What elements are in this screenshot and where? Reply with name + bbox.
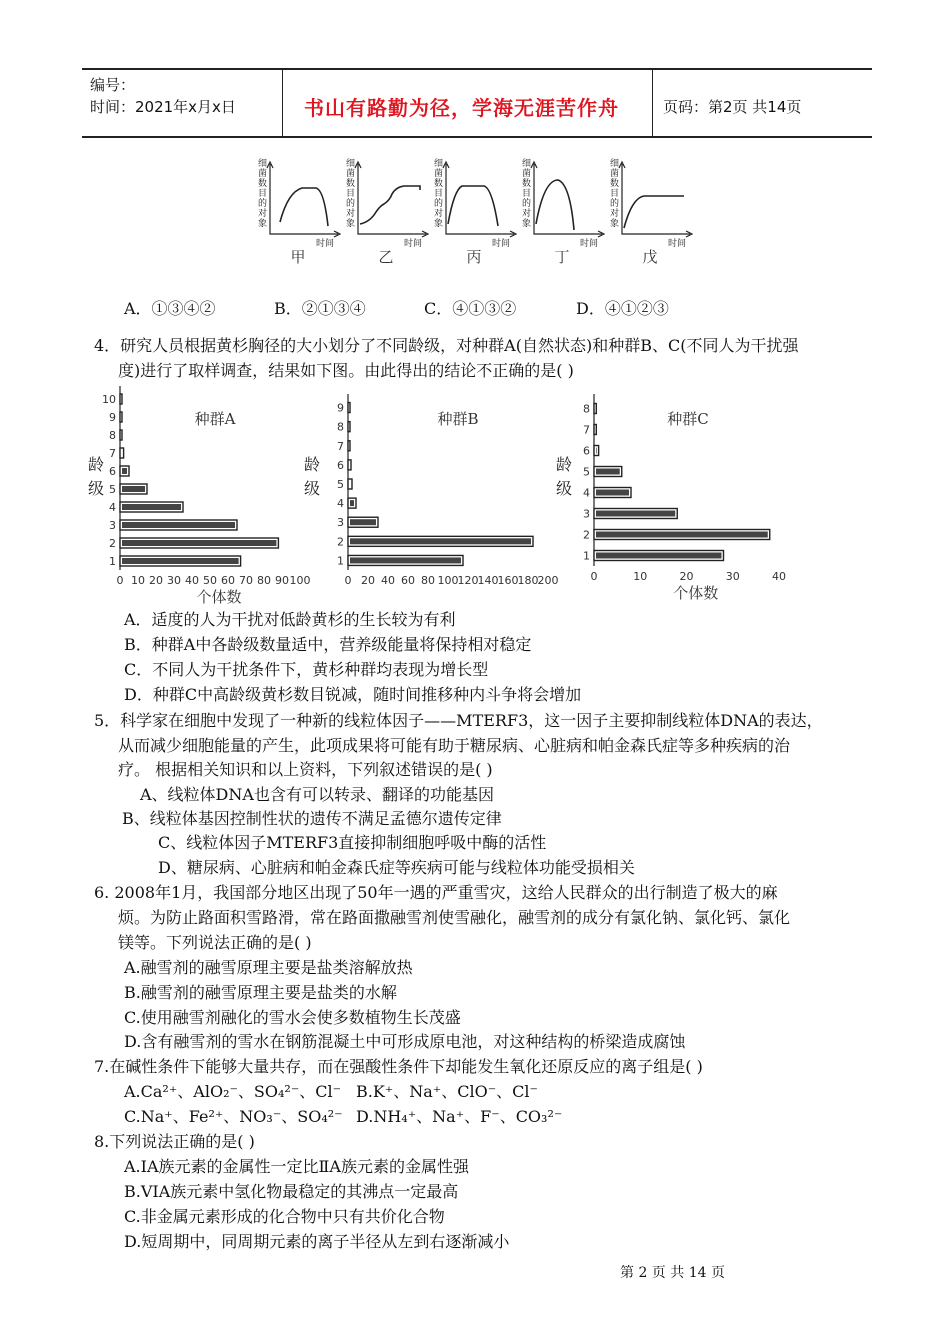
growth-curves-figure bbox=[250, 150, 730, 270]
growth-curve-panel bbox=[434, 158, 516, 266]
curve-ylabel-char: 菌 bbox=[346, 169, 356, 179]
q4-option-c: C．不同人为干扰条件下，黄杉种群均表现为增长型 bbox=[124, 660, 489, 679]
x-tick-label: 120 bbox=[457, 574, 479, 587]
category-label: 9 bbox=[109, 411, 116, 424]
chart-ylabel: 级 bbox=[556, 479, 573, 498]
chart-title: 种群A bbox=[194, 410, 236, 428]
bar bbox=[594, 425, 596, 435]
x-tick-label: 50 bbox=[203, 574, 217, 587]
category-label: 1 bbox=[337, 554, 344, 568]
category-label: 7 bbox=[583, 423, 590, 437]
q4-option-a: A．适度的人为干扰对低龄黄杉的生长较为有利 bbox=[124, 610, 456, 629]
q5-stem-line2: 从而减少细胞能量的产生，此项成果将可能有助于糖尿病、心脏病和帕金森氏症等多种疾病的治 bbox=[118, 736, 791, 755]
chart-ylabel: 龄 bbox=[304, 455, 321, 474]
curve-ylabel-char: 对 bbox=[258, 209, 268, 219]
curve-xlabel: 时间 bbox=[492, 239, 511, 249]
x-tick-label: 200 bbox=[537, 574, 559, 587]
category-label: 7 bbox=[109, 447, 116, 460]
curve-ylabel-char: 菌 bbox=[434, 169, 444, 179]
curve-ylabel-char: 细 bbox=[258, 159, 268, 169]
q7-option-b: B.K⁺、Na⁺、ClO⁻、Cl⁻ bbox=[356, 1082, 538, 1101]
q4-option-d: D．种群C中高龄级黄杉数目锐减，随时间推移种内斗争将会增加 bbox=[124, 685, 582, 704]
growth-curve bbox=[360, 186, 420, 224]
curve-ylabel-char: 菌 bbox=[610, 169, 620, 179]
chart-title: 种群B bbox=[437, 410, 479, 428]
bar bbox=[120, 430, 122, 440]
q6-option-b: B.融雪剂的融雪原理主要是盐类的水解 bbox=[124, 983, 397, 1002]
curve-panel-label: 乙 bbox=[378, 248, 394, 266]
q8-option-a: A.ⅠA族元素的金属性一定比ⅡA族元素的金属性强 bbox=[124, 1157, 469, 1176]
curve-ylabel-char: 的 bbox=[610, 199, 620, 209]
x-tick-label: 60 bbox=[401, 574, 415, 587]
curve-ylabel-char: 细 bbox=[522, 159, 532, 169]
bar-fill bbox=[596, 511, 675, 517]
category-label: 2 bbox=[583, 528, 590, 542]
curve-ylabel-char: 的 bbox=[258, 199, 268, 209]
category-label: 4 bbox=[337, 497, 344, 511]
q3-option-c: C．④①③② bbox=[424, 299, 517, 318]
x-tick-label: 0 bbox=[344, 574, 352, 587]
x-tick-label: 30 bbox=[725, 570, 740, 583]
age-chart-1 bbox=[304, 394, 559, 587]
page-footer: 第 2 页 共 14 页 bbox=[620, 1265, 725, 1281]
category-label: 2 bbox=[109, 537, 116, 550]
x-tick-label: 0 bbox=[590, 570, 598, 583]
curve-panel-label: 丙 bbox=[466, 248, 482, 266]
growth-curve-panel bbox=[346, 158, 428, 266]
bar-fill bbox=[596, 448, 597, 454]
q6-option-a: A.融雪剂的融雪原理主要是盐类溶解放热 bbox=[124, 958, 413, 977]
curve-axes bbox=[358, 164, 426, 234]
x-tick-label: 60 bbox=[221, 574, 235, 587]
q8-stem: 8.下列说法正确的是( ) bbox=[94, 1132, 255, 1151]
x-tick-label: 20 bbox=[679, 570, 694, 583]
x-tick-label: 20 bbox=[361, 574, 375, 587]
curve-ylabel-char: 细 bbox=[346, 159, 356, 169]
q5-stem-line3: 疗。 根据相关知识和以上资料，下列叙述错误的是( ) bbox=[118, 760, 493, 779]
bar-fill bbox=[350, 519, 376, 525]
category-label: 9 bbox=[337, 401, 344, 415]
q4-stem-line1: 4．研究人员根据黄杉胸径的大小划分了不同龄级，对种群A(自然状态)和种群B、C(不同人为干扰强 bbox=[94, 336, 799, 355]
curve-xlabel: 时间 bbox=[404, 239, 423, 249]
curve-ylabel-char: 细 bbox=[610, 159, 620, 169]
q5-option-d: D、糖尿病、心脏病和帕金森氏症等疾病可能与线粒体功能受损相关 bbox=[158, 858, 635, 877]
q8-option-d: D.短周期中，同周期元素的离子半径从左到右逐渐减小 bbox=[124, 1232, 510, 1251]
serial-label: 编号： bbox=[90, 76, 136, 94]
bar bbox=[348, 441, 350, 451]
chart-xlabel: 个体数 bbox=[673, 584, 719, 602]
x-tick-label: 90 bbox=[275, 574, 289, 587]
bar-fill bbox=[596, 532, 768, 538]
bar-fill bbox=[122, 504, 181, 510]
bar bbox=[348, 422, 350, 432]
growth-curve-panel bbox=[610, 158, 692, 266]
age-chart-0 bbox=[88, 386, 311, 606]
category-label: 5 bbox=[109, 483, 116, 496]
bar-fill bbox=[350, 500, 354, 506]
page-label: 页码：第2页 共14页 bbox=[663, 98, 802, 116]
category-label: 3 bbox=[109, 519, 116, 532]
curve-ylabel-char: 象 bbox=[610, 219, 620, 229]
curve-ylabel-char: 目 bbox=[258, 189, 268, 199]
curve-ylabel-char: 对 bbox=[434, 209, 444, 219]
x-tick-label: 160 bbox=[497, 574, 519, 587]
category-label: 6 bbox=[109, 465, 116, 478]
category-label: 5 bbox=[337, 478, 344, 491]
curve-panel-label: 戊 bbox=[642, 248, 658, 266]
bar-fill bbox=[122, 558, 239, 564]
q6-stem-line1: 6. 2008年1月，我国部分地区出现了50年一遇的严重雪灾，这给人民群众的出行制造了极大的麻 bbox=[94, 883, 778, 902]
curve-ylabel-char: 菌 bbox=[258, 169, 268, 179]
chart-ylabel: 龄 bbox=[88, 455, 105, 474]
chart-ylabel: 级 bbox=[304, 479, 321, 498]
category-label: 6 bbox=[337, 458, 344, 472]
header-motto-cell bbox=[282, 70, 653, 136]
x-tick-label: 70 bbox=[239, 574, 253, 587]
bar bbox=[594, 404, 596, 414]
curve-xlabel: 时间 bbox=[668, 239, 687, 249]
bar-fill bbox=[596, 469, 620, 475]
curve-ylabel-char: 对 bbox=[610, 209, 620, 219]
curve-ylabel-char: 数 bbox=[346, 179, 356, 189]
q6-option-d: D.含有融雪剂的雪水在钢筋混凝土中可形成原电池，对这种结构的桥梁造成腐蚀 bbox=[124, 1032, 686, 1051]
q7-option-c: C.Na⁺、Fe²⁺、NO₃⁻、SO₄²⁻ bbox=[124, 1107, 343, 1126]
category-label: 7 bbox=[337, 439, 344, 453]
q7-option-a: A.Ca²⁺、AlO₂⁻、SO₄²⁻、Cl⁻ bbox=[124, 1082, 342, 1101]
x-tick-label: 40 bbox=[381, 574, 395, 587]
chart-ylabel: 级 bbox=[88, 479, 105, 498]
x-tick-label: 10 bbox=[633, 570, 648, 583]
motto: 书山有路勤为径，学海无涯苦作舟 bbox=[304, 96, 619, 120]
chart-title: 种群C bbox=[667, 410, 709, 428]
growth-curve bbox=[536, 180, 574, 230]
curve-ylabel-char: 的 bbox=[522, 199, 532, 209]
growth-curve bbox=[280, 188, 328, 226]
x-tick-label: 80 bbox=[257, 574, 271, 587]
x-tick-label: 30 bbox=[167, 574, 181, 587]
q7-option-d: D.NH₄⁺、Na⁺、F⁻、CO₃²⁻ bbox=[356, 1107, 563, 1126]
curve-ylabel-char: 目 bbox=[610, 189, 620, 199]
q3-option-d: D．④①②③ bbox=[576, 299, 669, 318]
bar-fill bbox=[122, 522, 235, 528]
curve-ylabel-char: 数 bbox=[434, 179, 444, 189]
growth-curve-panel bbox=[522, 158, 604, 266]
curve-ylabel-char: 的 bbox=[346, 199, 356, 209]
growth-curve-panel bbox=[258, 158, 340, 266]
chart-xlabel: 个体数 bbox=[196, 588, 242, 606]
bar-fill bbox=[122, 468, 127, 474]
bar-fill bbox=[350, 557, 461, 563]
curve-ylabel-char: 象 bbox=[258, 219, 268, 229]
x-tick-label: 140 bbox=[477, 574, 499, 587]
category-label: 3 bbox=[583, 507, 590, 521]
category-label: 1 bbox=[583, 549, 590, 563]
curve-ylabel-char: 细 bbox=[434, 159, 444, 169]
q8-option-b: B.VIA族元素中氢化物最稳定的其沸点一定最高 bbox=[124, 1182, 459, 1201]
category-label: 3 bbox=[337, 516, 344, 530]
category-label: 2 bbox=[337, 535, 344, 549]
category-label: 6 bbox=[583, 444, 590, 458]
q5-stem-line1: 5．科学家在细胞中发现了一种新的线粒体因子——MTERF3，这一因子主要抑制线粒体DNA的表达， bbox=[94, 711, 823, 730]
q5-option-b: B、线粒体基因控制性状的遗传不满足孟德尔遗传定律 bbox=[122, 809, 502, 828]
curve-ylabel-char: 数 bbox=[610, 179, 620, 189]
q5-option-a: A、线粒体DNA也含有可以转录、翻译的功能基因 bbox=[140, 785, 494, 804]
x-tick-label: 10 bbox=[131, 574, 145, 587]
header-table bbox=[82, 68, 872, 138]
category-label: 4 bbox=[583, 486, 590, 500]
growth-curve bbox=[624, 196, 684, 228]
bar bbox=[120, 394, 122, 404]
curve-ylabel-char: 对 bbox=[346, 209, 356, 219]
category-label: 5 bbox=[583, 465, 590, 479]
x-tick-label: 100 bbox=[289, 574, 311, 587]
q3-option-a: A．①③④② bbox=[124, 299, 216, 318]
x-tick-label: 100 bbox=[437, 574, 459, 587]
q8-option-c: C.非金属元素形成的化合物中只有共价化合物 bbox=[124, 1207, 445, 1226]
category-label: 4 bbox=[109, 501, 116, 514]
q3-option-b: B．②①③④ bbox=[274, 299, 366, 318]
category-label: 8 bbox=[109, 429, 116, 442]
q5-option-c: C、线粒体因子MTERF3直接抑制细胞呼吸中酶的活性 bbox=[158, 833, 547, 852]
curve-ylabel-char: 目 bbox=[346, 189, 356, 199]
category-label: 8 bbox=[583, 402, 590, 416]
time-label: 时间：2021年x月x日 bbox=[90, 98, 236, 116]
age-chart-2 bbox=[556, 394, 786, 602]
population-age-charts bbox=[70, 380, 810, 610]
x-tick-label: 180 bbox=[517, 574, 539, 587]
bar-fill bbox=[122, 486, 145, 492]
bar-fill bbox=[350, 538, 531, 544]
curve-ylabel-char: 目 bbox=[434, 189, 444, 199]
curve-ylabel-char: 目 bbox=[522, 189, 532, 199]
category-label: 8 bbox=[337, 420, 344, 434]
curve-panel-label: 甲 bbox=[290, 248, 306, 266]
category-label: 10 bbox=[102, 393, 116, 406]
q6-option-c: C.使用融雪剂融化的雪水会使多数植物生长茂盛 bbox=[124, 1008, 461, 1027]
header-left-cell bbox=[82, 70, 283, 136]
bar bbox=[348, 479, 352, 489]
bar bbox=[120, 412, 122, 422]
curve-ylabel-char: 象 bbox=[522, 219, 532, 229]
curve-ylabel-char: 菌 bbox=[522, 169, 532, 179]
q7-stem: 7.在碱性条件下能够大量共存，而在强酸性条件下却能发生氧化还原反应的离子组是( ) bbox=[94, 1057, 703, 1076]
bar bbox=[348, 460, 351, 470]
bar-fill bbox=[122, 540, 276, 546]
q4-option-b: B．种群A中各龄级数量适中，营养级能量将保持相对稳定 bbox=[124, 635, 532, 654]
curve-ylabel-char: 的 bbox=[434, 199, 444, 209]
x-tick-label: 0 bbox=[116, 574, 124, 587]
bar bbox=[120, 448, 124, 458]
curve-ylabel-char: 数 bbox=[258, 179, 268, 189]
category-label: 1 bbox=[109, 555, 116, 568]
x-tick-label: 40 bbox=[185, 574, 199, 587]
q6-stem-line2: 烦。为防止路面积雪路滑，常在路面撒融雪剂使雪融化，融雪剂的成分有氯化钠、氯化钙、氯化 bbox=[118, 908, 791, 927]
chart-ylabel: 龄 bbox=[556, 455, 573, 474]
curve-axes bbox=[534, 164, 602, 234]
curve-axes bbox=[446, 164, 514, 234]
x-tick-label: 20 bbox=[149, 574, 163, 587]
bar-fill bbox=[596, 553, 722, 559]
curve-ylabel-char: 象 bbox=[434, 219, 444, 229]
bar bbox=[348, 403, 350, 413]
q6-stem-line3: 镁等。下列说法正确的是( ) bbox=[118, 933, 312, 952]
q4-stem-line2: 度)进行了取样调查，结果如下图。由此得出的结论不正确的是( ) bbox=[118, 361, 574, 380]
bar-fill bbox=[596, 490, 629, 496]
curve-xlabel: 时间 bbox=[316, 239, 335, 249]
curve-ylabel-char: 对 bbox=[522, 209, 532, 219]
curve-panel-label: 丁 bbox=[554, 248, 570, 266]
x-tick-label: 40 bbox=[772, 570, 786, 583]
curve-xlabel: 时间 bbox=[580, 239, 599, 249]
x-tick-label: 80 bbox=[421, 574, 435, 587]
curve-ylabel-char: 象 bbox=[346, 219, 356, 229]
curve-ylabel-char: 数 bbox=[522, 179, 532, 189]
curve-axes bbox=[622, 164, 690, 234]
growth-curve bbox=[448, 186, 498, 226]
header-right-cell bbox=[653, 70, 872, 136]
